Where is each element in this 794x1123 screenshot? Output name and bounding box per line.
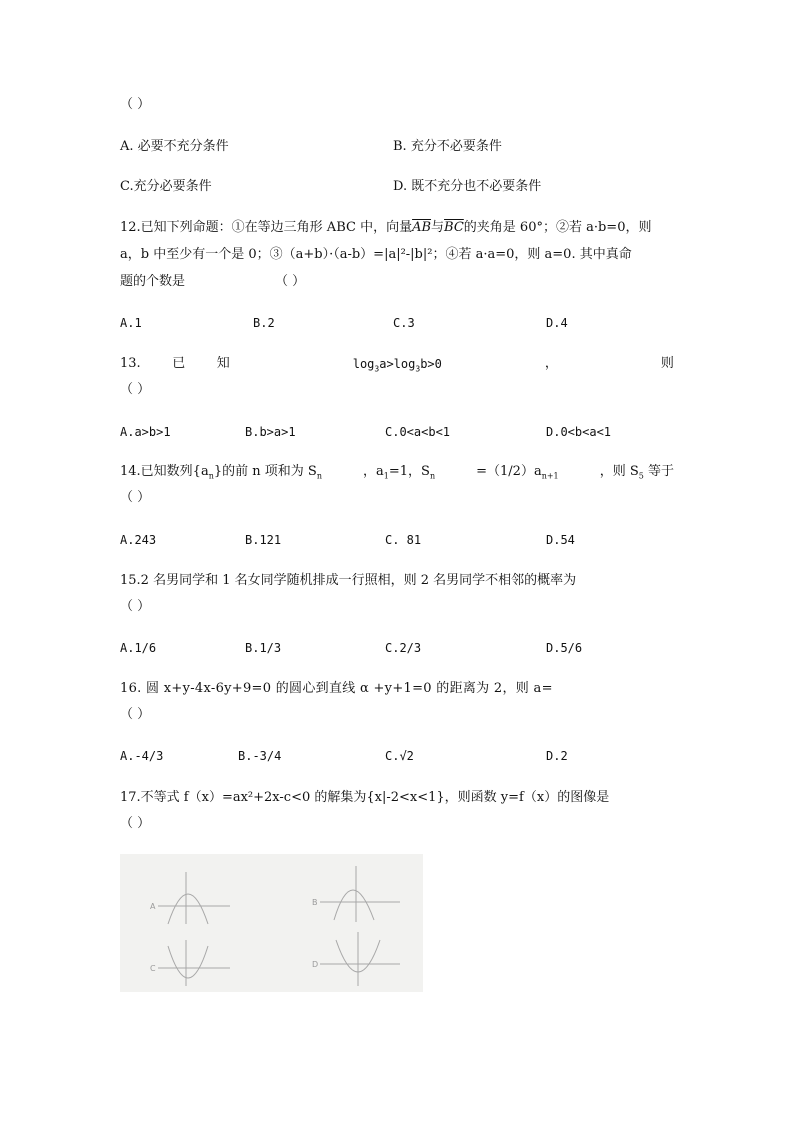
q17-paren: （ ）	[120, 816, 151, 831]
q15-option-b: B.1/3	[245, 641, 282, 655]
q13-line: 13. 已 知 $\log_3a>\log_3b>0$ ， 则	[120, 354, 674, 379]
q12-option-a: A.1	[120, 316, 142, 330]
q16-line: 16. 圆 x+y-4x-6y+9=0 的圆心到直线 α +y+1=0 的距离为 2，则 a=	[120, 681, 553, 696]
q16-option-c: C.√2	[385, 749, 414, 763]
q13-option-c: C.0<a<b<1	[385, 425, 451, 439]
q14-option-d: D.54	[546, 533, 575, 547]
q12-paren: （ ）	[275, 274, 306, 289]
q17-graph-options-figure	[120, 854, 423, 992]
q12-option-b: B.2	[253, 316, 275, 330]
graph-a-label: A	[150, 902, 156, 911]
graph-b-label: B	[312, 898, 318, 907]
q17-line: 17.不等式 f（x）=ax²+2x-c<0 的解集为{x|-2<x<1}，则函数 y=f（x）的图像是	[120, 790, 610, 805]
q16-option-d: D.2	[546, 749, 568, 763]
q11-option-c: C.充分必要条件	[120, 179, 212, 194]
graph-a-curve	[168, 894, 208, 924]
q12-line-3: 题的个数是 （ ）	[120, 274, 306, 289]
graph-options-svg	[120, 854, 423, 992]
q14-option-a: A.243	[120, 533, 157, 547]
q13-option-b: B.b>a>1	[245, 425, 296, 439]
q11-paren: （ ）	[120, 97, 151, 112]
graph-c-label: C	[150, 964, 156, 973]
q14-paren: （ ）	[120, 490, 151, 505]
q11-option-a: A. 必要不充分条件	[120, 139, 229, 154]
vector-bc: $\overline{BC}$	[444, 220, 464, 235]
q12-line-1: 12.已知下列命题：①在等边三角形 ABC 中，向量$\overline{AB}$与$\overline{BC}$的夹角是 60°；②若 a·b=0，则	[120, 220, 652, 235]
graph-c-curve	[168, 946, 208, 978]
q12-line-2: a，b 中至少有一个是 0；③（a+b）·（a-b）=|a|²-|b|²；④若 a·a=0，则 a=0. 其中真命	[120, 247, 632, 262]
q15-line: 15.2 名男同学和 1 名女同学随机排成一行照相，则 2 名男同学不相邻的概率为	[120, 573, 577, 588]
q13-paren: （ ）	[120, 382, 151, 397]
vector-ab: $\overline{AB}$	[412, 220, 432, 235]
q15-option-a: A.1/6	[120, 641, 157, 655]
q14-line: 14.已知数列$\{a_n\}$的前 n 项和为 $S_n$ ，$a_1=1$，$S_n$ $=(1/2)a_{n+1}$ ，则 $S_5$ 等于	[120, 464, 674, 481]
graph-b-curve	[334, 890, 374, 920]
q15-paren: （ ）	[120, 599, 151, 614]
q15-option-c: C.2/3	[385, 641, 422, 655]
q11-option-d: D. 既不充分也不必要条件	[393, 179, 542, 194]
q16-option-a: A.-4/3	[120, 749, 164, 763]
q15-option-d: D.5/6	[546, 641, 583, 655]
q13-option-a: A.a>b>1	[120, 425, 171, 439]
q11-option-b: B. 充分不必要条件	[393, 139, 502, 154]
q12-option-c: C.3	[393, 316, 415, 330]
q14-option-c: C. 81	[385, 533, 422, 547]
q13-option-d: D.0<b<a<1	[546, 425, 612, 439]
q12-option-d: D.4	[546, 316, 568, 330]
q14-option-b: B.121	[245, 533, 282, 547]
q16-paren: （ ）	[120, 707, 151, 722]
q16-option-b: B.-3/4	[238, 749, 282, 763]
graph-d-label: D	[312, 960, 319, 969]
q13-expression: $\log_3a>\log_3b>0$	[352, 357, 442, 374]
